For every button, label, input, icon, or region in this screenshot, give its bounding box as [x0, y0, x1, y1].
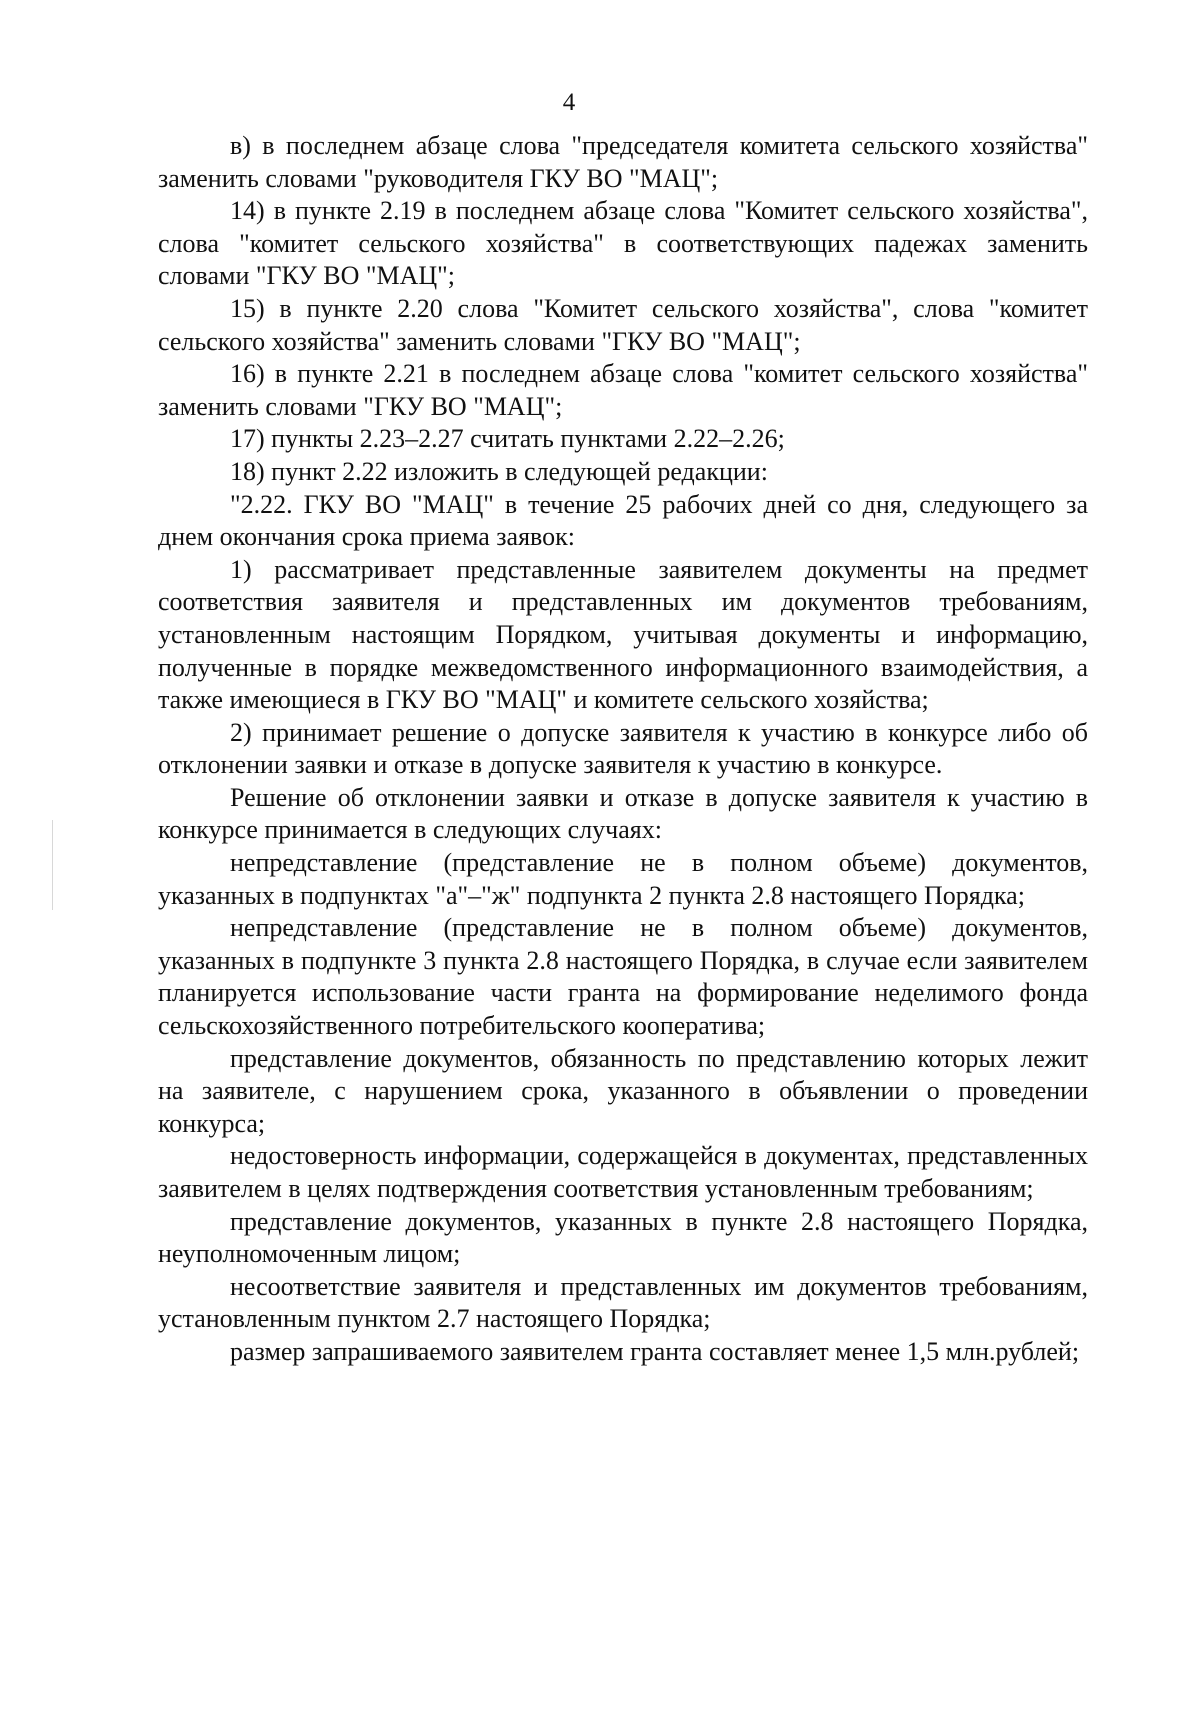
paragraph-reason-3: представление документов, обязанность по представлению которых лежит на заявителе, с нарушением срока, указанного в объявлении о проведении конкурса; — [158, 1043, 1088, 1138]
scan-artifact-line — [52, 820, 53, 910]
paragraph-clause-2-22: "2.22. ГКУ ВО "МАЦ" в течение 25 рабочих дней со дня, следующего за днем окончания срока приема заявок: — [158, 489, 1088, 552]
paragraph-reason-7: размер запрашиваемого заявителем гранта составляет менее 1,5 млн.рублей; — [230, 1336, 1080, 1366]
paragraph-reason-5: представление документов, указанных в пункте 2.8 настоящего Порядка, неуполномоченным лицом; — [158, 1206, 1088, 1269]
paragraph-item-14: 14) в пункте 2.19 в последнем абзаце слова "Комитет сельского хозяйства", слова "комитет сельского хозяйства" в соответствующих падежах заменить словами "ГКУ ВО "МАЦ"; — [158, 196, 1088, 291]
paragraph-reason-2: непредставление (представление не в полном объеме) документов, указанных в подпункте 3 пункта 2.8 настоящего Порядка, в случае если заявителем планируется использование части гранта на формирование неделимого фонда сельскохозяйственного потребительского кооператива; — [158, 913, 1088, 1041]
paragraph-rejection-intro: Решение об отклонении заявки и отказе в допуске заявителя к участию в конкурсе принимается в следующих случаях: — [158, 782, 1088, 845]
paragraph-subitem-1: 1) рассматривает представленные заявителем документы на предмет соответствия заявителя и представленных им документов требованиям, установленным настоящим Порядком, учитывая документы и информацию, полученные в порядке межведомственного информационного взаимодействия, а также имеющиеся в ГКУ ВО "МАЦ" и комитете сельского хозяйства; — [158, 554, 1088, 715]
page-number: 4 — [562, 89, 576, 116]
paragraph-item-18: 18) пункт 2.22 изложить в следующей редакции: — [230, 456, 768, 486]
document-body — [158, 130, 1088, 1369]
paragraph-reason-4: недостоверность информации, содержащейся в документах, представленных заявителем в целях подтверждения соответствия установленным требованиям; — [158, 1141, 1088, 1203]
paragraph-reason-6: несоответствие заявителя и представленных им документов требованиям, установленным пунктом 2.7 настоящего Порядка; — [158, 1271, 1088, 1334]
paragraph-item-16: 16) в пункте 2.21 в последнем абзаце слова "комитет сельского хозяйства" заменить словами "ГКУ ВО "МАЦ"; — [158, 359, 1088, 421]
paragraph-reason-1: непредставление (представление не в полном объеме) документов, указанных в подпунктах "а"–"ж" подпункта 2 пункта 2.8 настоящего Порядка; — [158, 848, 1088, 910]
paragraph-subitem-2: 2) принимает решение о допуске заявителя к участию в конкурсе либо об отклонении заявки и отказе в допуске заявителя к участию в конкурсе. — [158, 717, 1088, 780]
paragraph-amendment-v: в) в последнем абзаце слова "председателя комитета сельского хозяйства" заменить словами "руководителя ГКУ ВО "МАЦ"; — [158, 131, 1088, 193]
paragraph-item-17: 17) пункты 2.23–2.27 считать пунктами 2.22–2.26; — [230, 424, 785, 454]
paragraph-item-15: 15) в пункте 2.20 слова "Комитет сельского хозяйства", слова "комитет сельского хозяйства" заменить словами "ГКУ ВО "МАЦ"; — [158, 293, 1088, 356]
